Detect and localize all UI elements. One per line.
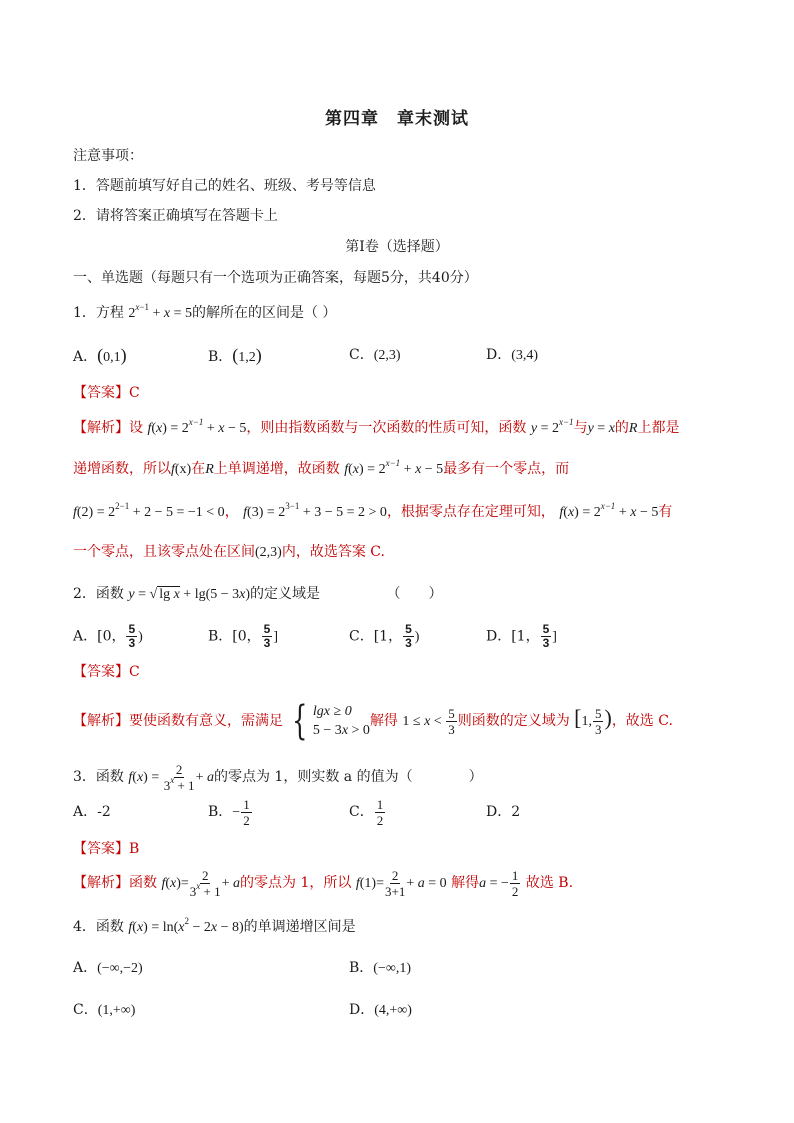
- page-title: 第四章 章末测试: [325, 109, 469, 129]
- section-heading: 一、单选题（每题只有一个选项为正确答案，每题5分，共40分）: [73, 270, 478, 286]
- question-3-stem: 3．函数 f(x) = $\frac{2}{3^x + 1}$ + a的零点为 1，则实数 a 的值为（ ）: [73, 761, 483, 793]
- q1-analysis-line-1: 【解析】设 $f(x) = 2^{x-1} + x - 5$，则由指数函数与一次函数的性质可知，函数 $y = 2^{x-1}$与y = x的R上都是: [73, 417, 680, 436]
- q4-option-b: B．(−∞,1): [349, 960, 411, 976]
- q1-analysis-line-2: 递增函数，所以f(x)在R上单调递增，故函数 $f(x) = 2^{x-1} + x - 5$最多有一个零点，而: [73, 458, 570, 477]
- q1-option-b: B．(1,2): [208, 345, 262, 365]
- q3-analysis: 【解析】函数 f(x)= $\frac{2}{3^x + 1}$ + a的零点为 1，所以 f(1)= $\frac{2}{3+1}$ + a = 0 解得a = − $\frac{1}{2}$ 故选 B.: [73, 867, 574, 899]
- q1-answer: 【答案】C: [73, 385, 140, 401]
- q2-option-d: D．[1， $\frac{5}{3}$ ]: [486, 622, 557, 650]
- question-4-stem: 4．函数 $f(x) = \ln(x^2 - 2x - 8)$的单调递增区间是: [73, 916, 356, 935]
- q3-answer: 【答案】B: [73, 841, 140, 857]
- notice-item-2: 2．请将答案正确填写在答题卡上: [73, 208, 278, 224]
- q3-option-b: B．− $\frac{1}{2}$: [208, 796, 250, 828]
- q2-option-c: C．[1， $\frac{5}{3}$ ): [349, 622, 420, 650]
- q1-analysis-line-3: $f(2) = 2^{2-1} + 2 - 5 = -1 < 0$， $f(3) = 2^{3-1} + 3 - 5 = 2 > 0$，根据零点存在定理可知， $f(x) = 2^{x-1} + x - 5$有: [73, 501, 673, 520]
- q1-option-a: A．(0,1): [73, 345, 127, 365]
- q4-option-c: C．(1,+∞): [73, 1002, 136, 1018]
- q4-option-d: D．(4,+∞): [349, 1002, 412, 1018]
- q3-option-d: D．2: [486, 804, 521, 820]
- volume-heading: 第I卷（选择题）: [345, 239, 449, 255]
- q2-option-b: B．[0， $\frac{5}{3}$ ]: [208, 622, 279, 650]
- question-2-stem: 2．函数 y = √ lg x + lg(5 − 3x)的定义域是 （ ）: [73, 586, 443, 602]
- q2-option-a: A．[0， $\frac{5}{3}$ ): [73, 622, 143, 650]
- q2-blank: （ ）: [386, 586, 443, 602]
- inequality-system: { lgx ≥ 0 5 − 3x > 0: [292, 698, 370, 744]
- q4-option-a: A．(−∞,−2): [73, 960, 143, 976]
- q1-analysis-line-4: 一个零点，且该零点处在区间(2,3)内，故选答案 C.: [73, 544, 385, 560]
- question-1-stem: 1．方程 $2^{x-1} + x = 5$的解所在的区间是（ ）: [73, 302, 337, 321]
- notice-heading: 注意事项：: [73, 148, 143, 164]
- q1-option-d: D．(3,4): [486, 347, 539, 363]
- answer-label: 【答案】: [73, 385, 129, 401]
- notice-item-1: 1．答题前填写好自己的姓名、班级、考号等信息: [73, 178, 376, 194]
- q2-analysis: 【解析】要使函数有意义，需满足 { lgx ≥ 0 5 − 3x > 0 解得 1 ≤ x < $\frac{5}{3}$ 则函数的定义域为 [1, $\frac{5}{3}$ )，故选 C.: [73, 698, 673, 744]
- q2-answer: 【答案】C: [73, 664, 140, 680]
- q1-option-c: C．(2,3): [349, 347, 401, 363]
- q3-option-a: A．-2: [73, 804, 111, 820]
- q3-option-c: C． $\frac{1}{2}$: [349, 796, 384, 828]
